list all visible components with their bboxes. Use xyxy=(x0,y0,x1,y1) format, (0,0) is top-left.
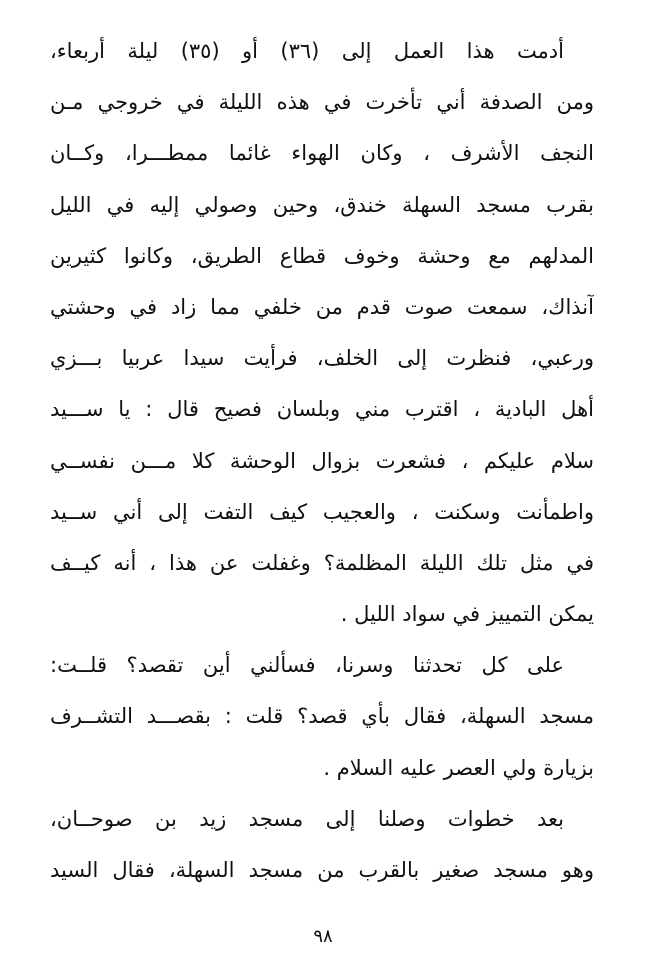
text-line-1: أدمت هذا العمل إلى (٣٦) أو (٣٥) ليلة أربعاء، xyxy=(50,39,564,63)
text-line-15: بزيارة ولي العصر عليه السلام . xyxy=(323,755,594,780)
text-line-4: بقرب مسجد السهلة خندق، وحين وصولي إليه في الليل xyxy=(50,192,594,217)
text-line-16: بعد خطوات وصلنا إلى مسجد زيد بن صوحــان، xyxy=(50,806,564,831)
text-line-10: واطمأنت وسكنت ، والعجيب كيف التفت إلى أني ســيد xyxy=(50,499,594,524)
text-line-14: مسجد السهلة، فقال بأي قصد؟ قلت : بقصـــد التشــرف xyxy=(50,704,594,729)
text-line-2: ومن الصدفة أني تأخرت في هذه الليلة في خروجي مـن xyxy=(50,90,594,115)
text-line-9: سلام عليكم ، فشعرت بزوال الوحشة كلا مـــن نفســي xyxy=(50,448,594,473)
text-line-13: على كل تحدثنا وسرنا، فسألني أين تقصد؟ قلــت: xyxy=(50,653,564,678)
text-line-11: في مثل تلك الليلة المظلمة؟ وغفلت عن هذا ، أنه كيــف xyxy=(50,550,594,575)
text-line-8: أهل البادية ، اقترب مني وبلسان فصيح قال : يا ســـيد xyxy=(50,397,594,422)
text-line-17: وهو مسجد صغير بالقرب من مسجد السهلة، فقال السيد xyxy=(50,858,594,882)
page-text xyxy=(50,26,594,906)
text-line-6: آنذاك، سمعت صوت قدم من خلفي مما زاد في وحشتي xyxy=(50,294,594,319)
text-line-5: المدلهم مع وحشة وخوف قطاع الطريق، وكانوا كثيرين xyxy=(50,243,594,268)
page-number: ٩٨ xyxy=(313,926,333,947)
text-line-12: يمكن التمييز في سواد الليل . xyxy=(340,602,594,627)
text-line-3: النجف الأشرف ، وكان الهواء غائما ممطـــرا، وكــان xyxy=(50,141,594,166)
text-line-7: ورعبي، فنظرت إلى الخلف، فرأيت سيدا عربيا بـــزي xyxy=(50,346,594,371)
